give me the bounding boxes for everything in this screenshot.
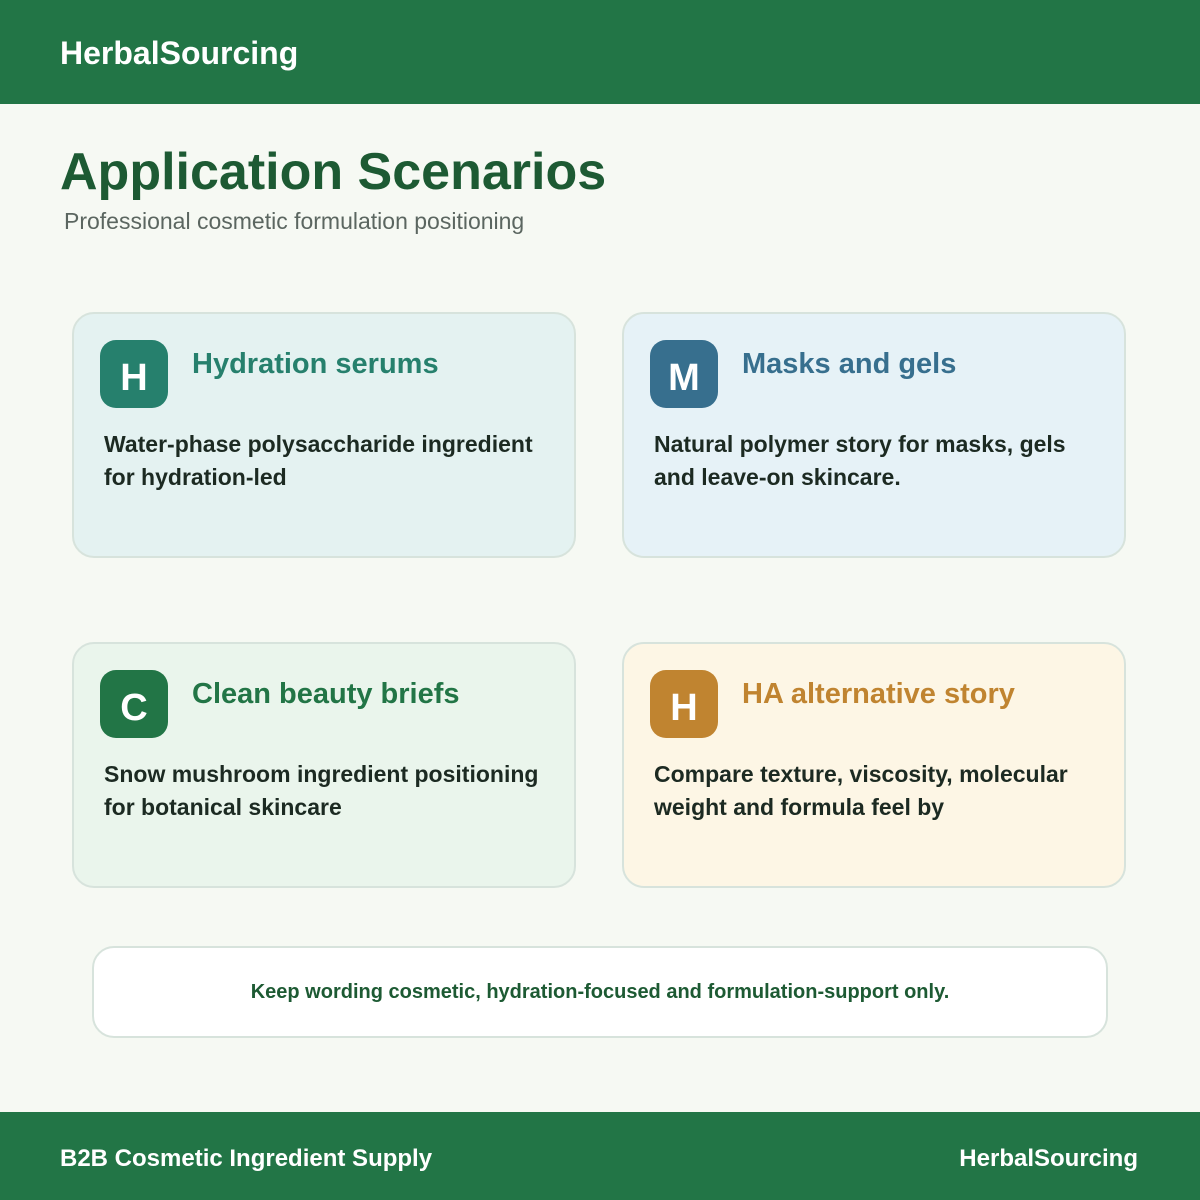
guidance-note [92, 946, 1108, 1038]
footer-brand[interactable]: HerbalSourcing [959, 1145, 1138, 1172]
scenario-card-clean-beauty [72, 642, 576, 888]
card-title: Clean beauty briefs [192, 678, 460, 710]
card-title: Hydration serums [192, 348, 439, 380]
page-title: Application Scenarios [60, 143, 607, 201]
letter-h-icon: H [650, 670, 718, 738]
letter-m-icon: M [650, 340, 718, 408]
card-description: Snow mushroom ingredient positioning for botanical skincare [104, 761, 539, 820]
card-title: HA alternative story [742, 678, 1015, 710]
brand-logo-text[interactable]: HerbalSourcing [60, 35, 299, 71]
letter-h-icon: H [100, 340, 168, 408]
card-description: Natural polymer story for masks, gels and leave-on skincare. [654, 431, 1066, 490]
footer-bar [0, 1112, 1200, 1200]
card-description: Water-phase polysaccharide ingredient for hydration-led [104, 431, 533, 490]
footer-tagline: B2B Cosmetic Ingredient Supply [60, 1145, 433, 1172]
scenario-card-hydration-serums [72, 312, 576, 558]
header-bar [0, 0, 1200, 104]
card-title: Masks and gels [742, 348, 957, 380]
guidance-note-text: Keep wording cosmetic, hydration-focused and formulation-support only. [250, 980, 950, 1003]
scenario-card-masks-gels [622, 312, 1126, 558]
letter-c-icon: C [100, 670, 168, 738]
scenario-card-ha-alternative [622, 642, 1126, 888]
page-subtitle: Professional cosmetic formulation positioning [64, 208, 525, 234]
card-description: Compare texture, viscosity, molecular weight and formula feel by [654, 761, 1068, 820]
